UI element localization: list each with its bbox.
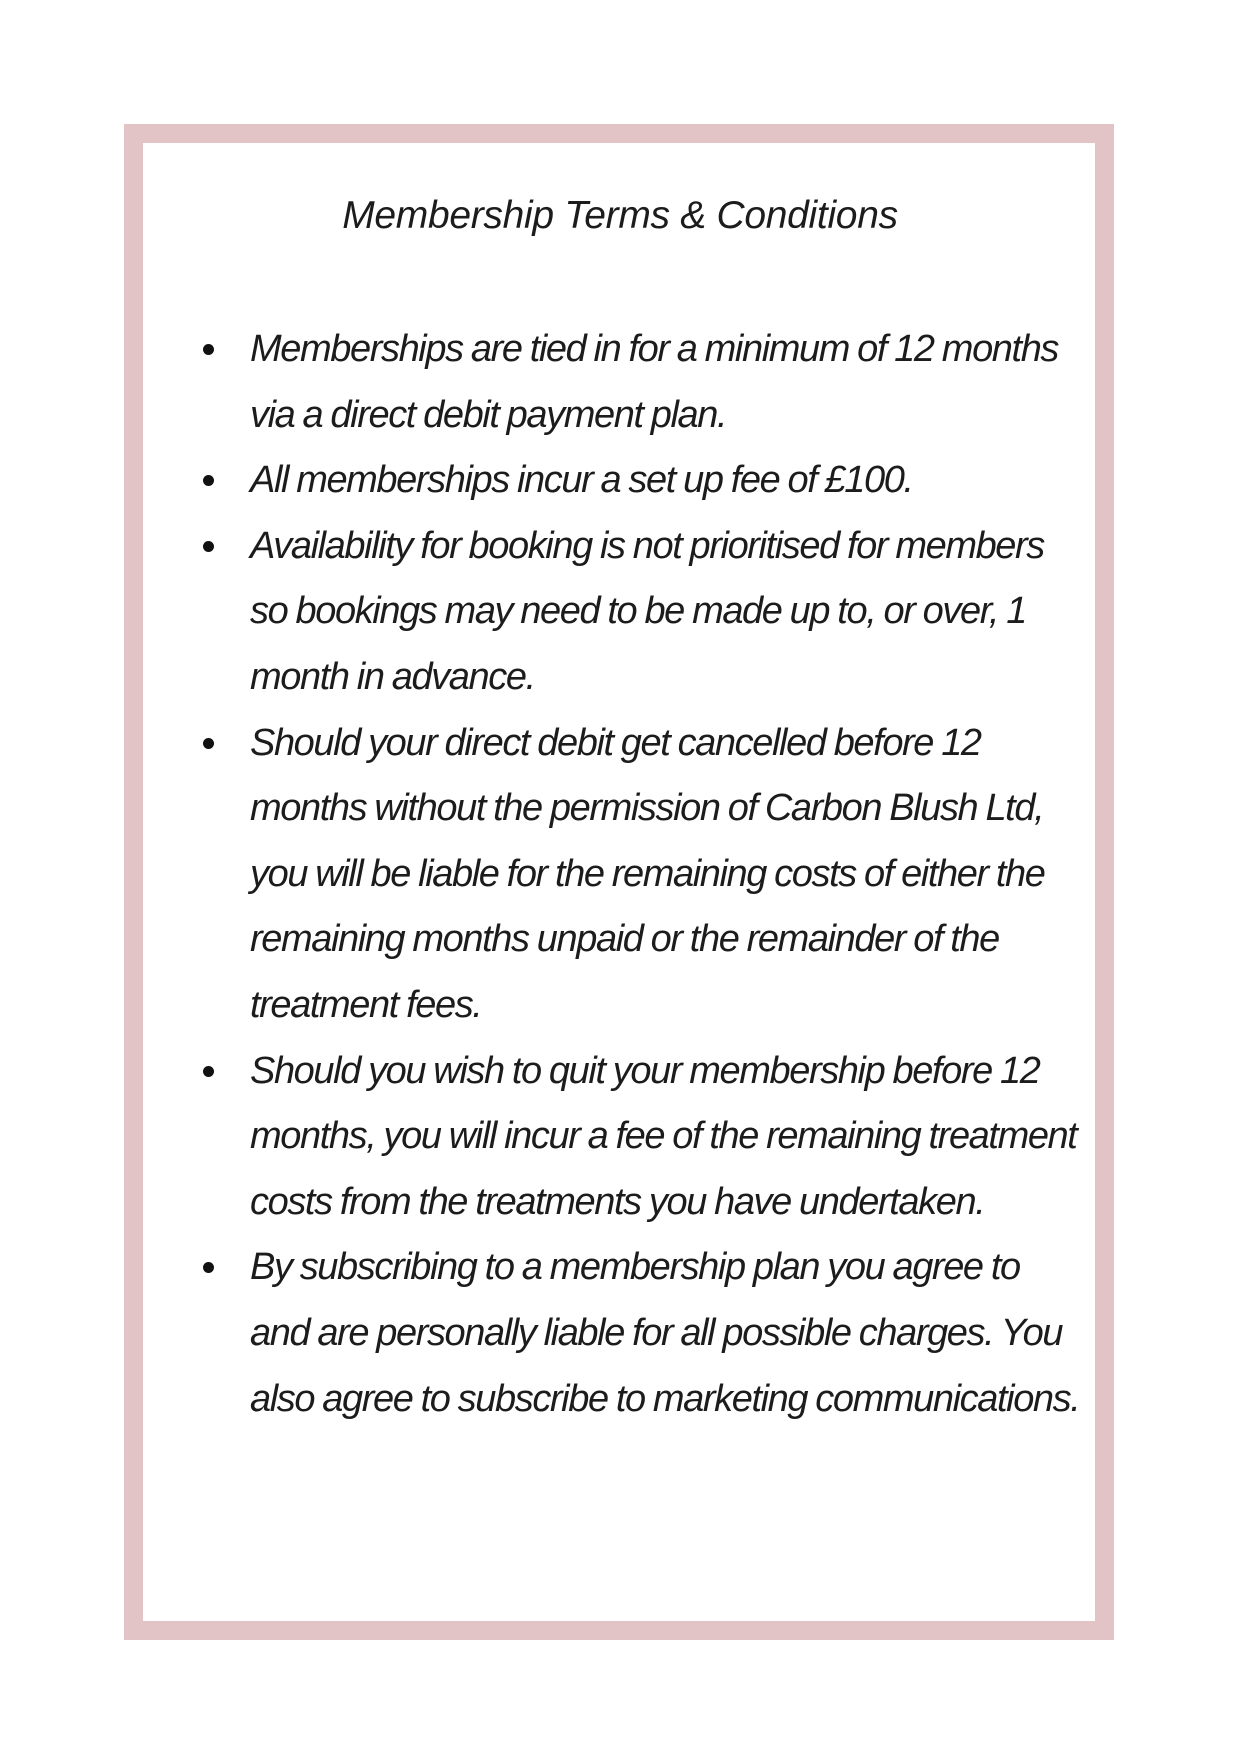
term-text: By subscribing to a membership plan you agree to and are personally liable for all possible charges. You also agree to subscribe to marketing communications. bbox=[250, 1246, 1080, 1420]
term-item bbox=[250, 1235, 1080, 1432]
term-item bbox=[250, 448, 1080, 514]
term-text: Memberships are tied in for a minimum of 12 months via a direct debit payment plan. bbox=[250, 328, 1059, 436]
term-item bbox=[250, 514, 1080, 711]
term-text: Availability for booking is not prioritised for members so bookings may need to be made up to, or over, 1 month in advance. bbox=[250, 524, 1044, 698]
term-text: Should your direct debit get cancelled before 12 months without the permission of Carbon Blush Ltd, you will be liable for the remaining costs of either the remaining months unpaid or the remainder of the treatment fees. bbox=[250, 721, 1045, 1026]
bullet-icon bbox=[203, 344, 214, 355]
bullet-icon bbox=[203, 541, 214, 552]
term-item bbox=[250, 711, 1080, 1039]
term-text: All memberships incur a set up fee of £100. bbox=[250, 459, 913, 502]
bullet-icon bbox=[203, 1066, 214, 1077]
term-item bbox=[250, 1039, 1080, 1236]
bullet-icon bbox=[203, 738, 214, 749]
page-title: Membership Terms & Conditions bbox=[342, 194, 898, 237]
term-text: Should you wish to quit your membership before 12 months, you will incur a fee of the remaining treatment costs from the treatments you have undertaken. bbox=[250, 1049, 1077, 1223]
terms-list bbox=[250, 317, 1080, 1432]
term-item bbox=[250, 317, 1080, 448]
